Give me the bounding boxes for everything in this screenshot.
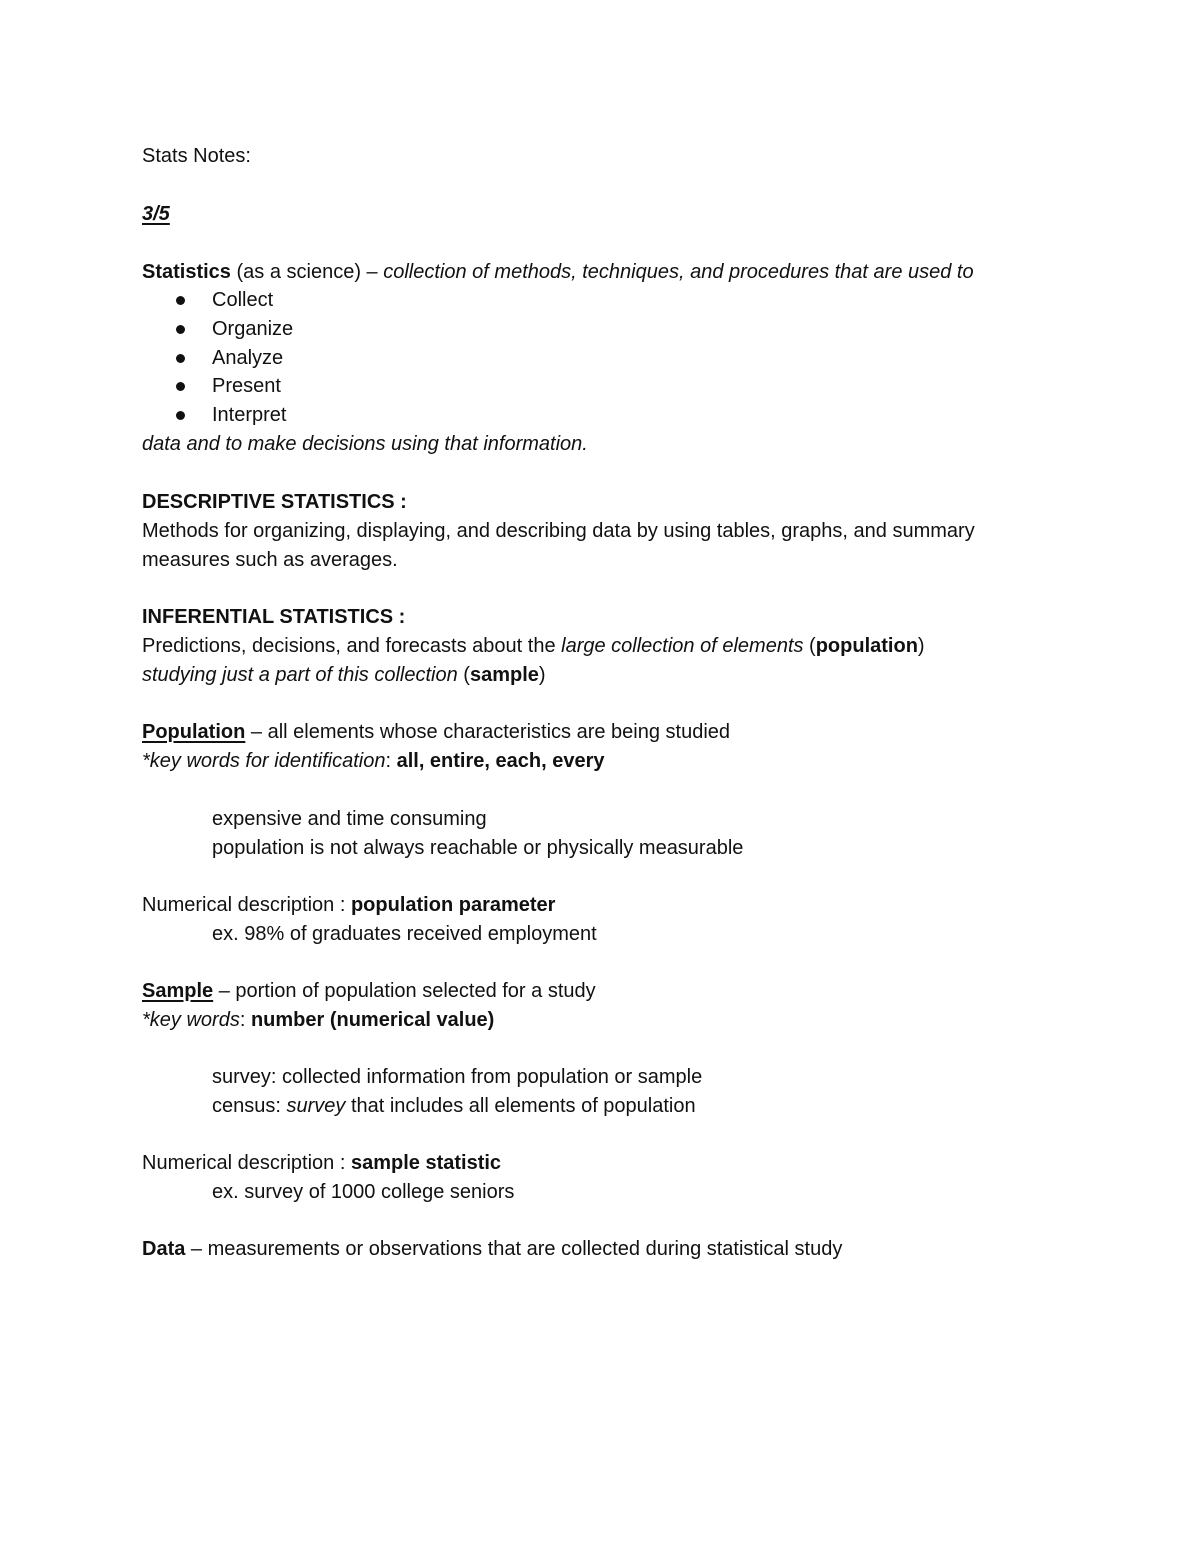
sample-def-text: – portion of population selected for a study [213, 980, 596, 1002]
sample-numerical [142, 1149, 501, 1177]
bullet-icon [176, 382, 185, 391]
inferential-text-2 [142, 661, 546, 689]
keywords-sep: : [239, 1009, 251, 1031]
list-item: Collect [212, 289, 274, 311]
descriptive-heading: DESCRIPTIVE STATISTICS : [142, 491, 407, 513]
statistics-paren: (as a science) – [230, 261, 384, 283]
census-italic: survey [286, 1095, 346, 1117]
statistics-closing: data and to make decisions using that information. [142, 433, 588, 455]
keywords-values: number (numerical value) [250, 1009, 495, 1031]
inferential-italic: large collection of elements [561, 635, 804, 657]
keywords-values: all, entire, each, every [396, 750, 605, 772]
numerical-label: Numerical description : [142, 894, 351, 916]
survey-note: survey: collected information from population or sample [212, 1066, 703, 1088]
population-term: Population [142, 721, 246, 743]
numerical-value: population parameter [350, 894, 556, 916]
data-definition [142, 1235, 842, 1263]
inferential-text: Predictions, decisions, and forecasts about the [142, 635, 562, 657]
sample-keyword: sample [469, 664, 539, 686]
bullet-icon [176, 411, 185, 420]
data-def-text: – measurements or observations that are collected during statistical study [185, 1238, 843, 1260]
inferential-text-1 [142, 632, 925, 660]
population-note: expensive and time consuming [212, 808, 487, 830]
bullet-icon [176, 296, 185, 305]
population-def-text: – all elements whose characteristics are being studied [245, 721, 731, 743]
numerical-value: sample statistic [350, 1152, 502, 1174]
sample-term: Sample [142, 980, 214, 1002]
numerical-label: Numerical description : [142, 1152, 351, 1174]
sample-definition [142, 977, 596, 1005]
population-keyword: population [815, 635, 918, 657]
descriptive-text-2: measures such as averages. [142, 549, 398, 571]
statistics-def-text: collection of methods, techniques, and procedures that are used to [383, 261, 974, 283]
statistics-term: Statistics [142, 261, 231, 283]
census-text: that includes all elements of population [345, 1095, 696, 1117]
bullet-icon [176, 354, 185, 363]
paren: ) [917, 635, 925, 657]
bullet-icon [176, 325, 185, 334]
paren: ( [803, 635, 816, 657]
paren: ) [538, 664, 546, 686]
population-note: population is not always reachable or physically measurable [212, 837, 744, 859]
list-item: Analyze [212, 347, 284, 369]
statistics-definition [142, 258, 974, 286]
census-note [212, 1092, 696, 1120]
population-definition [142, 718, 730, 746]
population-keywords [142, 747, 604, 775]
sample-example: ex. survey of 1000 college seniors [212, 1181, 515, 1203]
population-numerical [142, 891, 555, 919]
census-label: census: [212, 1095, 287, 1117]
inferential-italic: studying just a part of this collection [142, 664, 458, 686]
keywords-label: *key words [142, 1009, 240, 1031]
data-term: Data [142, 1238, 186, 1260]
keywords-label: *key words for identification [142, 750, 386, 772]
date-heading: 3/5 [142, 203, 170, 225]
population-example: ex. 98% of graduates received employment [212, 923, 597, 945]
list-item: Present [212, 375, 281, 397]
notes-title: Stats Notes: [142, 145, 251, 167]
paren: ( [457, 664, 470, 686]
inferential-heading: INFERENTIAL STATISTICS : [142, 606, 406, 628]
list-item: Organize [212, 318, 294, 340]
sample-keywords [142, 1006, 494, 1034]
list-item: Interpret [212, 404, 287, 426]
descriptive-text-1: Methods for organizing, displaying, and describing data by using tables, graphs, and summary [142, 520, 975, 542]
keywords-sep: : [385, 750, 397, 772]
